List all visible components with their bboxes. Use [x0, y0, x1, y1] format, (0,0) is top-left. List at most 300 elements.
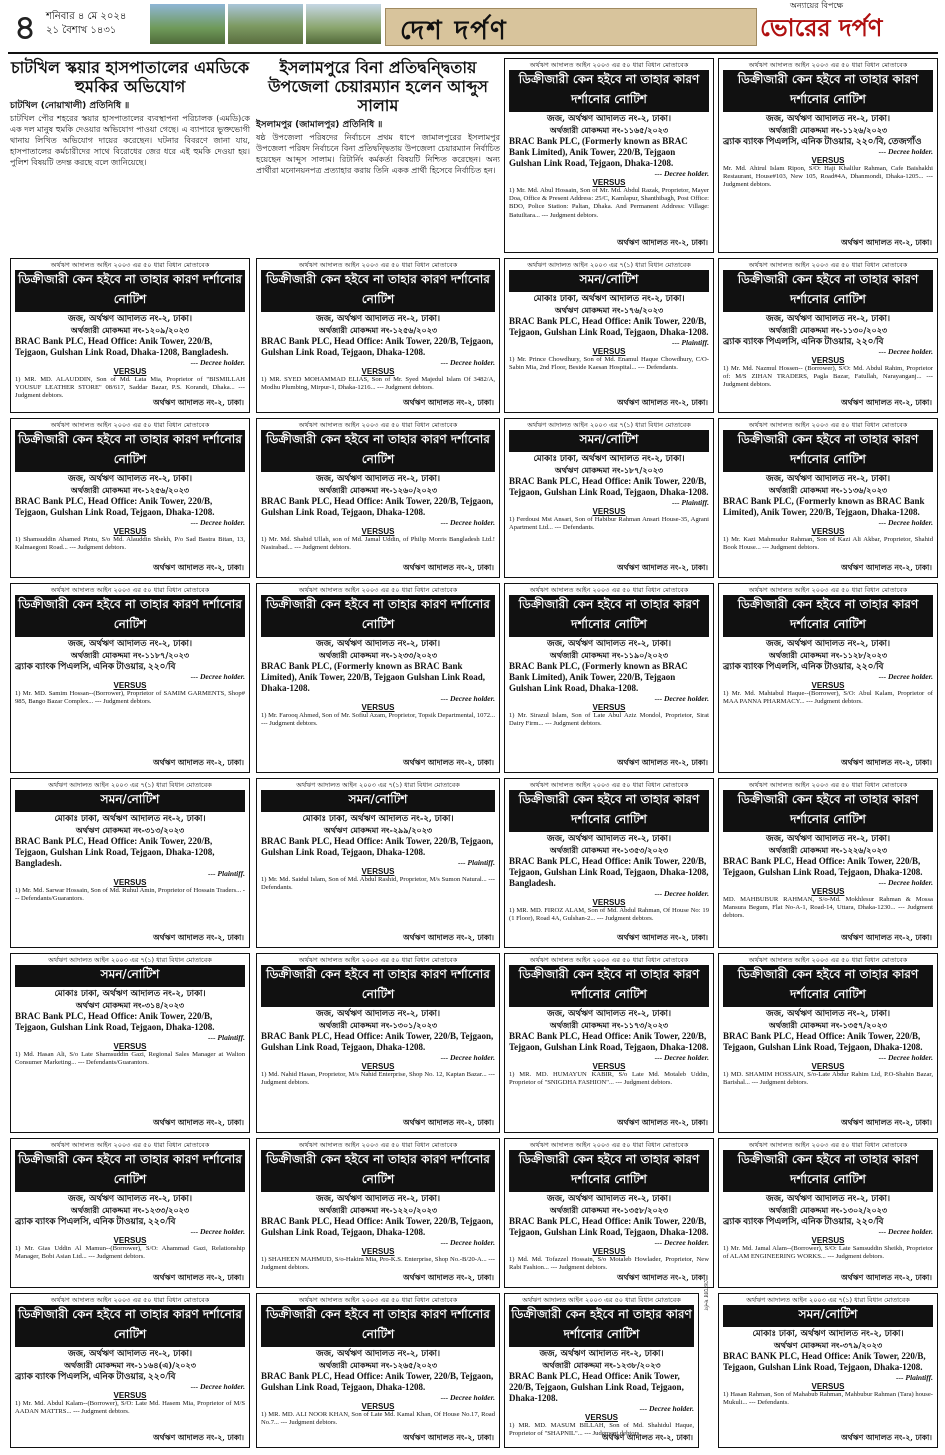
notice-preamble: অর্থঋণ আদালত আইন ২০০৩ এর ৭(১) ধারা বিধান মোতাবেক: [296, 781, 460, 789]
notice-body: 1) Mr. Md. Jamal Alam--(Borrower), S/O: Late Samsuddin Sheikh, Proprietor of ALAM ENGINEERING WORKS... --- Judgment debtors.: [723, 1245, 933, 1261]
notice-preamble: অর্থঋণ আদালত আইন ২০০৩ এর ৫০ ধারা বিধান মোতাবেক: [748, 261, 908, 269]
notice-court: জজ, অর্থঋণ আদালত নং-২, ঢাকা।: [546, 1194, 672, 1204]
notice-plaintiff: ব্র্যাক ব্যাংক পিএলসি, এনিক টাওয়ার, ২২০/বি, তেজগাঁও: [723, 136, 922, 146]
logo-tagline: অন্যায়ের বিপক্ষে: [790, 1, 844, 10]
notice-preamble: অর্থঋণ আদালত আইন ২০০৩ এর ৫০ ধারা বিধান মোতাবেক: [298, 956, 458, 964]
notice-preamble: অর্থঋণ আদালত আইন ২০০৩ এর ৫০ ধারা বিধান মোতাবেক: [50, 1296, 210, 1304]
notice-case-number: অর্থজারী মোকদ্দমা নং-১২২০/২০২৩: [318, 1205, 438, 1215]
notice-signature: অর্থঋণ আদালত নং-২, ঢাকা।: [841, 1118, 932, 1127]
notice-plaintiff: ব্র্যাক ব্যাংক পিএলসি, এনিক টাওয়ার, ২২০/বি: [723, 336, 884, 346]
notice-party-role: --- Decree holder.: [190, 518, 245, 527]
notice-versus: VERSUS: [592, 507, 626, 516]
notice-signature: অর্থঋণ আদালত নং-২, ঢাকা।: [617, 238, 708, 247]
notice-preamble: অর্থঋণ আদালত আইন ২০০৩ এর ৫০ ধারা বিধান মোতাবেক: [529, 61, 689, 69]
notice-party-role: --- Decree holder.: [878, 1053, 933, 1062]
notice-party-role: --- Decree holder.: [440, 358, 495, 367]
court-notice: [10, 583, 250, 773]
notice-versus: VERSUS: [361, 703, 395, 712]
notice-party-role: --- Decree holder.: [654, 694, 709, 703]
court-notice: [10, 953, 250, 1133]
notice-plaintiff: BRAC Bank PLC, Head Office: Anik Tower, 220/B, Tejgaon, Gulshan Link Road, Tejgaon, Dhaka-1208.: [15, 1011, 215, 1032]
notice-body: MD. MAHBUBUR RAHMAN, S/o-Md. Mokhlesur Rahman & Mossa Mansura Begum, Flat No-A-1, Road-14, Uttara, Dhaka-1230... --- Judgment debtors.: [723, 896, 933, 920]
notice-versus: VERSUS: [592, 1062, 626, 1071]
notice-signature: অর্থঋণ আদালত নং-২, ঢাকা।: [403, 758, 494, 767]
notice-preamble: অর্থঋণ আদালত আইন ২০০৩ এর ৫০ ধারা বিধান মোতাবেক: [529, 586, 689, 594]
notice-case-number: অর্থজারী মোকদ্দমা নং-১১৬৫/২০২৩: [549, 125, 669, 135]
notice-heading: ডিক্রীজারী কেন হইবে না তাহার কারণ দর্শানোর নোটিশ: [723, 270, 933, 312]
notice-preamble: অর্থঋণ আদালত আইন ২০০৩ এর ৫০ ধারা বিধান মোতাবেক: [748, 586, 908, 594]
notice-heading: ডিক্রীজারী কেন হইবে না তাহার কারণ দর্শানোর নোটিশ: [15, 595, 245, 637]
notice-preamble: অর্থঋণ আদালত আইন ২০০৩ এর ৫০ ধারা বিধান মোতাবেক: [748, 956, 908, 964]
notice-versus: VERSUS: [592, 178, 626, 187]
notice-heading: ডিক্রীজারী কেন হইবে না তাহার কারণ দর্শানোর নোটিশ: [509, 965, 709, 1007]
notice-party-role: --- Decree holder.: [878, 1227, 933, 1236]
notice-signature: অর্থঋণ আদালত নং-২, ঢাকা।: [153, 563, 244, 572]
notice-court: জজ, অর্থঋণ আদালত নং-২, ঢাকা।: [315, 639, 441, 649]
story-body: চাটখিল পৌর শহরের স্কয়ার হাসপাতালের ব্যবস্থাপনা পরিচালক (এমডি)কে এক দল মানুষ হুমকি দেওয়ার অভিযোগ পাওয়া গেছে। এ ব্যাপারে ভুক্তভোগী থানায় লিখিত অভিযোগ দায়ের করেছেন। ঘটনার বিবরণে জানা যায়, হাসপাতালের কর্মচারীদের সাথে বিরোধের জের ধরে এই হুমকি দেওয়া হয়। পুলিশ বিষয়টি তদন্ত করছে বলে জানিয়েছে।: [10, 114, 250, 167]
notice-body: 1) Mr. Md. Saidul Islam, Son of Md. Abdul Rashid, Proprietor, M/s Sumon Natural... --- Defendants.: [261, 876, 495, 892]
notice-body: 1) Mr. MD. Samim Hossan--(Borrower), Proprietor of SAMIM GARMENTS, Shop# 985, Bango Bazar Complex... --- Judgment debtors.: [15, 690, 245, 706]
notice-court: জজ, অর্থঋণ আদালত নং-২, ঢাকা।: [765, 834, 891, 844]
notice-plaintiff: BRAC BANK PLC, Head Office: Anik Tower, 220/B, Tejgaon, Gulshan Link Road, Tejgaon, Dhaka-1208.: [723, 1351, 926, 1372]
notice-signature: অর্থঋণ আদালত নং-২, ঢাকা।: [841, 758, 932, 767]
notice-body: 1) Mr. Gias Uddin Al Mamun--(Borrower), S/O: Ahammad Gazi, Relationship Manager, Bobi Asian Ltd... --- Judgment debtors.: [15, 1245, 245, 1261]
court-notice: [718, 418, 938, 578]
notice-case-number: অর্থজারী মোকদ্দমা নং-১৩৫৮/২০২৩: [549, 1205, 669, 1215]
notice-party-role: --- Decree holder.: [654, 1238, 709, 1247]
news-story: [256, 58, 500, 176]
notice-plaintiff: BRAC Bank PLC, (Formerly known as BRAC Bank Limited), Anik Tower, 220/B, Tejgaon, Dhaka-1208.: [723, 496, 925, 517]
court-notice: [10, 778, 250, 948]
notice-plaintiff: BRAC Bank PLC, Head Office: Anik Tower, 220/B, Tejgaon, Gulshan Link Road, Tejgaon, Dhaka-1208.: [723, 1031, 923, 1052]
notice-preamble: অর্থঋণ আদালত আইন ২০০৩ এর ৫০ ধারা বিধান মোতাবেক: [50, 586, 210, 594]
notice-preamble: অর্থঋণ আদালত আইন ২০০৩ এর ৫০ ধারা বিধান মোতাবেক: [529, 956, 689, 964]
notice-party-role: --- Plaintiff.: [896, 1373, 933, 1382]
notice-signature: অর্থঋণ আদালত নং-২, ঢাকা।: [153, 1118, 244, 1127]
notice-heading: ডিক্রীজারী কেন হইবে না তাহার কারণ দর্শানোর নোটিশ: [261, 1305, 495, 1347]
notice-versus: VERSUS: [113, 367, 147, 376]
notice-preamble: অর্থঋণ আদালত আইন ২০০৩ এর ৫০ ধারা বিধান মোতাবেক: [748, 781, 908, 789]
notice-versus: VERSUS: [113, 878, 147, 887]
notice-heading: সমন/নোটিশ: [15, 965, 245, 987]
notice-plaintiff: ব্র্যাক ব্যাংক পিএলসি, এনিক টাওয়ার, ২২০/বি: [15, 661, 176, 671]
court-notice: [256, 1293, 500, 1448]
notice-case-number: অর্থজারী মোকদ্দমা নং-১২৬০/২০২৩: [318, 485, 438, 495]
masthead-rule: [8, 52, 938, 54]
notice-court: জজ, অর্থঋণ আদালত নং-২, ঢাকা।: [539, 1349, 664, 1359]
date-line-1: শনিবার ৪ মে ২০২৪: [46, 11, 127, 22]
notice-case-number: অর্থজারী মোকদ্দমা নং-১১৩০/২০২৩: [768, 325, 888, 335]
notice-court: জজ, অর্থঋণ আদালত নং-২, ঢাকা।: [546, 834, 672, 844]
notice-court: জজ, অর্থঋণ আদালত নং-২, ঢাকা।: [315, 1009, 441, 1019]
notice-versus: VERSUS: [113, 681, 147, 690]
notice-plaintiff: ব্র্যাক ব্যাংক পিএলসি, এনিক টাওয়ার, ২২০/বি: [15, 1216, 176, 1226]
court-notice: [10, 1138, 250, 1288]
notice-preamble: অর্থঋণ আদালত আইন ২০০৩ এর ৭(১) ধারা বিধান মোতাবেক: [527, 261, 691, 269]
notice-plaintiff: BRAC Bank PLC, Head Office: Anik Tower, 220/B, Tejgaon, Gulshan Link Road, Tejgaon, Dhaka-1208.: [509, 316, 709, 337]
notice-party-role: --- Decree holder.: [654, 169, 709, 178]
page-number: ৪: [14, 8, 37, 48]
notice-court: জজ, অর্থঋণ আদালত নং-২, ঢাকা।: [765, 474, 891, 484]
notice-case-number: অর্থজারী মোকদ্দমা নং-১২৫৬/২০২৩: [318, 325, 438, 335]
notice-body: 1) Mr. Md. Mahtabul Haque--(Borrower), S/O: Abul Kalam, Proprietor of MAA PANNA PHARMACY... --- Judgment debtors.: [723, 690, 933, 706]
notice-party-role: --- Decree holder.: [440, 694, 495, 703]
notice-signature: অর্থঋণ আদালত নং-২, ঢাকা।: [617, 933, 708, 942]
notice-court: জজ, অর্থঋণ আদালত নং-২, ঢাকা।: [67, 1349, 193, 1359]
court-notice: [718, 1138, 938, 1288]
notice-heading: ডিক্রীজারী কেন হইবে না তাহার কারণ দর্শানোর নোটিশ: [261, 965, 495, 1007]
court-notice: [10, 258, 250, 413]
notice-body: 1) Hasan Rahman, Son of Mahabub Rahman, Mahbubur Rahman (Tara) house-Mukuli... --- Defendants.: [723, 1391, 933, 1407]
notice-signature: অর্থঋণ আদালত নং-২, ঢাকা।: [153, 933, 244, 942]
notice-plaintiff: ব্র্যাক ব্যাংক পিএলসি, এনিক টাওয়ার, ২২০/বি: [723, 1216, 884, 1226]
notice-signature: অর্থঋণ আদালত নং-২, ঢাকা।: [153, 1273, 244, 1282]
notice-body: 1) MR. MD. HUMAYUN KABIR, S/o Late Md. Motaleb Uddin, Proprietor of "SNIGDHA FASHION"... --- Judgment debtors.: [509, 1071, 709, 1087]
notice-preamble: অর্থঋণ আদালত আইন ২০০৩ এর ৭(১) ধারা বিধান মোতাবেক: [48, 781, 212, 789]
notice-signature: অর্থঋণ আদালত নং-২, ঢাকা।: [403, 398, 494, 407]
notice-versus: VERSUS: [592, 703, 626, 712]
notice-plaintiff: BRAC Bank PLC, Head Office: Anik Tower, 220/B, Tejgaon, Gulshan Link Road, Tejgaon, Dhaka-1208.: [261, 1216, 494, 1237]
notice-court: মোকাঃ ঢাকা, অর্থঋণ আদালত নং-২, ঢাকা।: [752, 1329, 904, 1339]
notice-court: জজ, অর্থঋণ আদালত নং-২, ঢাকা।: [315, 1349, 441, 1359]
notice-plaintiff: BRAC Bank PLC, Head Office: Anik Tower, 220/B, Tejgaon, Gulshan Link Road, Tejgaon, Dhaka-1208.: [723, 856, 923, 877]
notice-body: 1) MR. MD. ALAUDDIN, Son of Md. Lata Mia, Proprietor of "BISMILLAH YOUSUF LEATHER STORE" 08/617, Saddar Bazar, P.S. Korandi, Dhaka... --- Judgment debtors.: [15, 376, 245, 400]
notice-preamble: অর্থঋণ আদালত আইন ২০০৩ এর ৫০ ধারা বিধান মোতাবেক: [298, 1296, 458, 1304]
notice-body: 1) Mr. Md. Sarwar Hossain, Son of Md. Ruhul Amin, Proprietor of Hossain Traders... --- Defendants/Guarantors.: [15, 887, 245, 903]
notice-signature: অর্থঋণ আদালত নং-২, ঢাকা।: [617, 758, 708, 767]
notice-court: জজ, অর্থঋণ আদালত নং-২, ঢাকা।: [67, 474, 193, 484]
notice-signature: অর্থঋণ আদালত নং-২, ঢাকা।: [403, 1433, 494, 1442]
notice-plaintiff: BRAC Bank PLC, Head Office: Anik Tower, 220/B, Tejgaon, Gulshan Link Road, Dhaka-1208, Bangladesh.: [15, 336, 229, 357]
notice-heading: ডিক্রীজারী কেন হইবে না তাহার কারণ দর্শানোর নোটিশ: [509, 595, 709, 637]
notice-heading: ডিক্রীজারী কেন হইবে না তাহার কারণ দর্শানোর নোটিশ: [15, 430, 245, 472]
notice-heading: ডিক্রীজারী কেন হইবে না তাহার কারণ দর্শানোর নোটিশ: [723, 965, 933, 1007]
notice-signature: অর্থঋণ আদালত নং-২, ঢাকা।: [841, 398, 932, 407]
notice-party-role: --- Plaintiff.: [208, 869, 245, 878]
notice-plaintiff: BRAC Bank PLC, (Formerly known as BRAC Bank Limited), Anik Tower, 220/B, Tejgaon Gulshan Link Road, Dhaka-1208.: [261, 661, 485, 693]
notice-preamble: অর্থঋণ আদালত আইন ২০০৩ এর ৫০ ধারা বিধান মোতাবেক: [298, 1141, 458, 1149]
notice-signature: অর্থঋণ আদালত নং-২, ঢাকা।: [617, 1118, 708, 1127]
notice-versus: VERSUS: [361, 1062, 395, 1071]
notice-preamble: অর্থঋণ আদালত আইন ২০০৩ এর ৫০ ধারা বিধান মোতাবেক: [298, 586, 458, 594]
notice-party-role: --- Plaintiff.: [672, 338, 709, 347]
section-title: দেশ দর্পণ: [400, 16, 508, 46]
notice-court: জজ, অর্থঋণ আদালত নং-২, ঢাকা।: [765, 1009, 891, 1019]
masthead-photo-3: [306, 4, 381, 44]
notice-party-role: --- Decree holder.: [190, 672, 245, 681]
notice-plaintiff: BRAC Bank PLC, Head Office: Anik Tower, 220/B, Tejgaon, Gulshan Link Road, Tejgaon, Dhaka-1208.: [509, 1031, 709, 1052]
notice-body: 1) Mr. Md. Nazmul Hossen-- (Borrower), S/O: Md. Abdul Rahim, Proprietor of: M/S ZIHAN TRADERS, Pagla Bazar, Fatullah, Narayanganj... --- Judgment debtors.: [723, 365, 933, 389]
notice-court: জজ, অর্থঋণ আদালত নং-২, ঢাকা।: [765, 114, 891, 124]
news-story: [10, 58, 250, 168]
notice-body: 1) Md. Hasan Ali, S/o Late Shamsuddin Gazi, Regional Sales Manager at Walton Consumer Marketing... --- Defendants/Guarantors.: [15, 1051, 245, 1067]
notice-court: মোকাঃ ঢাকা, অর্থঋণ আদালত নং-২, ঢাকা।: [302, 814, 454, 824]
notice-case-number: অর্থঋণ মোকদ্দমা নং-৩৭৯/২০২৩: [773, 1340, 883, 1350]
notice-signature: অর্থঋণ আদালত নং-২, ঢাকা।: [153, 398, 244, 407]
notice-case-number: অর্থজারী মোকদ্দমা নং-১৩৫৭/২০২৩: [768, 1020, 888, 1030]
notice-body: Mr. Md. Ahirul Islam Ripon, S/O: Haji Khalilur Rahman, Cafe Baishakhi Restaurant, House#103, New 105, Road#4A, Dhanmondi, Dhaka-1205... --- Judgment debtors.: [723, 165, 933, 189]
notice-body: 1) Mr. Kazi Mahmudur Rahman, Son of Kazi Ali Akbar, Proprietor, Shahid Book House... --- Judgment debtors.: [723, 536, 933, 552]
notice-versus: VERSUS: [592, 898, 626, 907]
notice-heading: সমন/নোটিশ: [723, 1305, 933, 1327]
notice-body: 1) Mr. Sirazul Islam, Son of Late Abul Aziz Mondol, Proprietor, Sirat Dairy Firm... --- Judgment debtors.: [509, 712, 709, 728]
court-notice: [504, 1138, 714, 1288]
notice-versus: VERSUS: [811, 1062, 845, 1071]
court-notice: [256, 778, 500, 948]
notice-versus: VERSUS: [811, 1236, 845, 1245]
notice-signature: অর্থঋণ আদালত নং-২, ঢাকা।: [841, 1273, 932, 1282]
notice-party-role: --- Decree holder.: [440, 1238, 495, 1247]
court-notice: [256, 258, 500, 413]
notice-case-number: অর্থজারী মোকদ্দমা নং-১২৩৮/২০২৩: [542, 1360, 661, 1370]
notice-party-role: --- Decree holder.: [190, 1382, 245, 1391]
court-notice: [718, 258, 938, 413]
notice-versus: VERSUS: [361, 367, 395, 376]
notice-plaintiff: BRAC Bank PLC, Head Office: Anik Tower, 220/B, Tejgaon, Gulshan Link Road, Tejgaon, Dhaka-1208.: [509, 476, 709, 497]
notice-party-role: --- Plaintiff.: [458, 858, 495, 867]
notice-plaintiff: BRAC Bank PLC, Head Office: Anik Tower, 220/B, Tejgaon, Gulshan Link Road, Tejgaon, Dhaka-1208.: [15, 496, 215, 517]
notice-preamble: অর্থঋণ আদালত আইন ২০০৩ এর ৫০ ধারা বিধান মোতাবেক: [50, 261, 210, 269]
notice-case-number: অর্থজারী মোকদ্দমা নং-১৩৫৩/২০২৩: [549, 845, 669, 855]
notice-court: জজ, অর্থঋণ আদালত নং-২, ঢাকা।: [765, 639, 891, 649]
notice-case-number: অর্থজারী মোকদ্দমা নং-১১৩৬/২০২৩: [768, 485, 888, 495]
notice-case-number: অর্থজারী মোকদ্দমা নং-১২৫৬/২০২৩: [70, 485, 190, 495]
notice-heading: ডিক্রীজারী কেন হইবে না তাহার কারণ দর্শানোর নোটিশ: [261, 270, 495, 312]
notice-plaintiff: BRAC Bank PLC, Head Office: Anik Tower, 220/B, Tejgaon, Gulshan Link Road, Tejgaon, Dhaka-1208.: [509, 1371, 684, 1403]
notice-versus: VERSUS: [361, 1402, 395, 1411]
notice-party-role: --- Decree holder.: [654, 1053, 709, 1062]
notice-versus: VERSUS: [592, 1247, 626, 1256]
notice-heading: সমন/নোটিশ: [509, 270, 709, 292]
notice-body: 1) Mr. Md. Abdul Kalam--(Borrower), S/O: Late Md. Hasem Mia, Proprietor of M/S AADAN MATTRS... --- Judgment debtors.: [15, 1400, 245, 1416]
court-notice: [504, 1293, 699, 1448]
court-notice: [256, 418, 500, 578]
notice-party-role: --- Decree holder.: [878, 147, 933, 156]
court-notice: [10, 418, 250, 578]
notice-plaintiff: BRAC Bank PLC, Head Office: Anik Tower, 220/B, Tejgaon, Gulshan Link Road, Tejgaon, Dhaka-1208.: [261, 1031, 494, 1052]
notice-heading: ডিক্রীজারী কেন হইবে না তাহার কারণ দর্শানোর নোটিশ: [509, 1305, 694, 1347]
court-notice: [256, 1138, 500, 1288]
notice-versus: VERSUS: [592, 347, 626, 356]
notice-heading: ডিক্রীজারী কেন হইবে না তাহার কারণ দর্শানোর নোটিশ: [509, 1150, 709, 1192]
notice-preamble: অর্থঋণ আদালত আইন ২০০৩ এর ৫০ ধারা বিধান মোতাবেক: [748, 61, 908, 69]
notice-plaintiff: BRAC Bank PLC, (Formerly known as BRAC Bank Limited), Anik Tower, 220/B, Tejgaon Gulshan Link Road, Tejgaon, Dhaka-1208.: [509, 136, 688, 168]
notice-signature: অর্থঋণ আদালত নং-২, ঢাকা।: [617, 563, 708, 572]
notice-heading: ডিক্রীজারী কেন হইবে না তাহার কারণ দর্শানোর নোটিশ: [723, 1150, 933, 1192]
notice-case-number: অর্থঋণ মোকদ্দমা নং-১৭৬/২০২৩: [554, 305, 664, 315]
notice-plaintiff: BRAC Bank PLC, Head Office: Anik Tower, 220/B, Tejgaon, Gulshan Link Road, Tejgaon, Dhaka-1208.: [509, 1216, 709, 1237]
notice-signature: অর্থঋণ আদালত নং-২, ঢাকা।: [153, 758, 244, 767]
notice-signature: অর্থঋণ আদালত নং-২, ঢাকা।: [403, 933, 494, 942]
notice-case-number: অর্থজারী মোকদ্দমা নং-১২৩৩/২০২৩: [70, 1205, 190, 1215]
notice-signature: অর্থঋণ আদালত নং-২, ঢাকা।: [403, 563, 494, 572]
notice-plaintiff: BRAC Bank PLC, (Formerly known as BRAC Bank Limited), Anik Tower, 220/B, Tejgaon Gulshan Link Road, Dhaka-1208.: [509, 661, 688, 693]
notice-plaintiff: ব্র্যাক ব্যাংক পিএলসি, এনিক টাওয়ার, ২২০/বি: [723, 661, 884, 671]
court-notice: [256, 953, 500, 1133]
notice-plaintiff: BRAC Bank PLC, Head Office: Anik Tower, 220/B, Tejgaon, Gulshan Link Road, Tejgaon, Dhaka-1208.: [261, 496, 494, 517]
notice-plaintiff: BRAC Bank PLC, Head Office: Anik Tower, 220/B, Tejgaon, Gulshan Link Road, Tejgaon, Dhaka-1208.: [261, 336, 494, 357]
notice-body: 1) MR. MD. MASUM BILLAH, Son of Md. Shahidul Haque, Proprietor of "SHAPNIL"... --- Judgment debtors.: [509, 1422, 694, 1438]
notice-preamble: অর্থঋণ আদালত আইন ২০০৩ এর ৭(১) ধারা বিধান মোতাবেক: [746, 1296, 910, 1304]
notice-party-role: --- Plaintiff.: [208, 1033, 245, 1042]
notice-party-role: --- Decree holder.: [878, 672, 933, 681]
notice-court: জজ, অর্থঋণ আদালত নং-২, ঢাকা।: [765, 1194, 891, 1204]
notice-preamble: অর্থঋণ আদালত আইন ২০০৩ এর ৫০ ধারা বিধান মোতাবেক: [298, 421, 458, 429]
notice-body: 1) Md. Md. Tofazzel Hossain, S/o Motaleb Howlader, Proprietor, New Rabi Fashion... --- Judgment debtors.: [509, 1256, 709, 1272]
court-notice: [718, 778, 938, 948]
notice-party-role: --- Decree holder.: [654, 889, 709, 898]
notice-versus: VERSUS: [113, 527, 147, 536]
story-headline: ইসলামপুরে বিনা প্রতিদ্বন্দ্বিতায় উপজেলা চেয়ারম্যান হলেন আব্দুস সালাম: [268, 58, 488, 115]
court-notice: [504, 778, 714, 948]
notice-case-number: অর্থজারী মোকদ্দমা নং-১১৭৩/২০২৩: [549, 1020, 669, 1030]
notice-plaintiff: ব্র্যাক ব্যাংক পিএলসি, এনিক টাওয়ার, ২২০/বি: [15, 1371, 176, 1381]
story-headline: চাটখিল স্কয়ার হাসপাতালের এমডিকে হুমকির অভিযোগ: [10, 58, 250, 96]
notice-signature: অর্থঋণ আদালত নং-২, ঢাকা।: [841, 563, 932, 572]
notice-heading: সমন/নোটিশ: [261, 790, 495, 812]
notice-court: জজ, অর্থঋণ আদালত নং-২, ঢাকা।: [67, 314, 193, 324]
notice-case-number: অর্থঋণ মোকদ্দমা নং-৩১৩/২০২৩: [75, 825, 185, 835]
notice-party-role: --- Decree holder.: [190, 1227, 245, 1236]
notice-preamble: অর্থঋণ আদালত আইন ২০০৩ এর ৫০ ধারা বিধান মোতাবেক: [529, 1141, 689, 1149]
court-notice: [504, 58, 714, 253]
notice-versus: VERSUS: [361, 527, 395, 536]
notice-case-number: অর্থঋণ মোকদ্দমা নং-১৮৭/২০২৩: [554, 465, 664, 475]
notice-party-role: --- Decree holder.: [440, 1393, 495, 1402]
notice-body: 1) Mr. Md. Abul Hossain, Son of Mr. Md. Abdul Razak, Proprietor, Mayer Doa, Office & Present Address: 25/C, Kamlapur, Shanthibagh, Post Office: BDO, Police Station: Paltan, Dhaka. And Permanent Address: Village: Batuiltara... --- Judgment debtors.: [509, 187, 709, 219]
notice-body: 1) Ferdousi Mst Ansari, Son of Habibur Rahman Ansari House-35, Agrani Apartment Ltd... --- Defendants.: [509, 516, 709, 532]
newspaper-logo: ভোরের দর্পণ: [760, 13, 883, 42]
notice-plaintiff: BRAC Bank PLC, Head Office: Anik Tower, 220/B, Tejgaon, Gulshan Link Road, Tejgaon, Dhaka-1208.: [261, 836, 494, 857]
notice-body: 1) SHAHEEN MAHMUD, S/o-Hakim Mia, Pro-K.S. Enterprise, Shop No.-B/20-A... --- Judgment debtors.: [261, 1256, 495, 1272]
notice-heading: ডিক্রীজারী কেন হইবে না তাহার কারণ দর্শানোর নোটিশ: [15, 1305, 245, 1347]
story-body: ষষ্ঠ উপজেলা পরিষদের নির্বাচনে প্রথম ধাপে জামালপুরের ইসলামপুর উপজেলা পরিষদ নির্বাচনে বিনা প্রতিদ্বন্দ্বিতায় উপজেলা চেয়ারম্যান নির্বাচিত হয়েছেন আব্দুস সালাম। রিটার্নিং কর্মকর্তা বিষয়টি নিশ্চিত করেছেন। অন্য প্রার্থীরা মনোনয়নপত্র প্রত্যাহার করায় তিনি একক প্রার্থী হিসেবে নির্বাচিত হন।: [256, 133, 500, 175]
court-notice: [10, 1293, 250, 1448]
notice-case-number: অর্থঋণ মোকদ্দমা নং-২৯৯/২০২৩: [323, 825, 433, 835]
notice-court: জজ, অর্থঋণ আদালত নং-২, ঢাকা।: [546, 1009, 672, 1019]
notice-court: জজ, অর্থঋণ আদালত নং-২, ঢাকা।: [546, 639, 672, 649]
notice-body: 1) MR. MD. FIROZ ALAM, Son of Md. Abdul Rahman, Of House No: 19 (1 Floor), Road 4A, Gulshan-2... --- Judgment debtors.: [509, 907, 709, 923]
notice-case-number: অর্থজারী মোকদ্দমা নং-১১৬৪(এ)/২০২৩: [64, 1360, 196, 1370]
notice-court: জজ, অর্থঋণ আদালত নং-২, ঢাকা।: [546, 114, 672, 124]
notice-versus: VERSUS: [811, 681, 845, 690]
notice-court: জজ, অর্থঋণ আদালত নং-২, ঢাকা।: [765, 314, 891, 324]
notice-heading: ডিক্রীজারী কেন হইবে না তাহার কারণ দর্শানোর নোটিশ: [261, 595, 495, 637]
notice-body: 1) Mr. Farooq Ahmed, Son of Mr. Sofiul Azam, Proprietor, Topsik Departmental, 1072... --- Judgment debtors.: [261, 712, 495, 728]
notice-preamble: অর্থঋণ আদালত আইন ২০০৩ এর ৫০ ধারা বিধান মোতাবেক: [522, 1296, 681, 1304]
notice-plaintiff: BRAC Bank PLC, Head Office: Anik Tower, 220/B, Tejgaon, Gulshan Link Road, Tejgaon, Dhaka-1208, Bangladesh.: [15, 836, 215, 868]
court-notice: [718, 583, 938, 773]
notice-party-role: --- Decree holder.: [878, 347, 933, 356]
notice-party-role: --- Decree holder.: [639, 1404, 694, 1413]
story-byline: ইসলামপুর (জামালপুর) প্রতিনিধি ॥: [256, 120, 383, 130]
notice-versus: VERSUS: [811, 356, 845, 365]
notice-preamble: অর্থঋণ আদালত আইন ২০০৩ এর ৫০ ধারা বিধান মোতাবেক: [529, 781, 689, 789]
notice-signature: অর্থঋণ আদালত নং-২, ঢাকা।: [841, 1433, 932, 1442]
notice-heading: ডিক্রীজারী কেন হইবে না তাহার কারণ দর্শানোর নোটিশ: [723, 430, 933, 472]
notice-case-number: অর্থজারী মোকদ্দমা নং-১১২৮/২০২৩: [768, 650, 888, 660]
notice-party-role: --- Decree holder.: [878, 518, 933, 527]
notice-party-role: --- Decree holder.: [440, 1053, 495, 1062]
notice-court: জজ, অর্থঋণ আদালত নং-২, ঢাকা।: [315, 474, 441, 484]
notice-court: মোকাঃ ঢাকা, অর্থঋণ আদালত নং-২, ঢাকা।: [533, 294, 685, 304]
notice-case-number: অর্থজারী মোকদ্দমা নং-১২৬৫/২০২৩: [318, 1360, 438, 1370]
notice-case-number: অর্থজারী মোকদ্দমা নং-১১৯০/২০২৩: [549, 650, 669, 660]
notice-signature: অর্থঋণ আদালত নং-২, ঢাকা।: [153, 1433, 244, 1442]
notice-court: জজ, অর্থঋণ আদালত নং-২, ঢাকা।: [67, 1194, 193, 1204]
notice-body: 1) Mr. Md. Shahid Ullah, son of Md. Jamal Uddin, of Philip Morris Bangladesh Ltd.! Nasirabad... --- Judgment debtors.: [261, 536, 495, 552]
story-byline: চাটখিল (নোয়াখালী) প্রতিনিধি ॥: [10, 101, 130, 111]
notice-court: জজ, অর্থঋণ আদালত নং-২, ঢাকা।: [315, 314, 441, 324]
notice-court: মোকাঃ ঢাকা, অর্থঋণ আদালত নং-২, ঢাকা।: [54, 989, 206, 999]
notice-preamble: অর্থঋণ আদালত আইন ২০০৩ এর ৫০ ধারা বিধান মোতাবেক: [50, 1141, 210, 1149]
court-notice: [718, 953, 938, 1133]
court-notice: [504, 258, 714, 413]
notice-versus: VERSUS: [585, 1413, 618, 1422]
notice-court: মোকাঃ ঢাকা, অর্থঋণ আদালত নং-২, ঢাকা।: [533, 454, 685, 464]
notice-body: 1) Md. Nahid Hasan, Proprietor, M/s Nahid Enterprise, Shop No. 12, Kaptan Bazar... --- Judgment debtors.: [261, 1071, 495, 1087]
notice-versus: VERSUS: [811, 887, 845, 896]
notice-signature: অর্থঋণ আদালত নং-২, ঢাকা।: [617, 1273, 708, 1282]
notice-heading: ডিক্রীজারী কেন হইবে না তাহার কারণ দর্শানোর নোটিশ: [15, 1150, 245, 1192]
notice-versus: VERSUS: [811, 156, 845, 165]
notice-party-role: --- Decree holder.: [878, 878, 933, 887]
notice-case-number: অর্থঋণ মোকদ্দমা নং-৩১৪/২০২৩: [75, 1000, 185, 1010]
notice-heading: ডিক্রীজারী কেন হইবে না তাহার কারণ দর্শানোর নোটিশ: [15, 270, 245, 312]
notice-heading: ডিক্রীজারী কেন হইবে না তাহার কারণ দর্শানোর নোটিশ: [723, 595, 933, 637]
notice-body: 1) Shamsuddin Ahamed Pintu, S/o Md. Alauddin Shekh, P/o Sad Bastra Bitan, 13, Kalmaegoni Road... --- Judgment debtors.: [15, 536, 245, 552]
notice-heading: ডিক্রীজারী কেন হইবে না তাহার কারণ দর্শানোর নোটিশ: [723, 70, 933, 112]
notice-case-number: অর্থজারী মোকদ্দমা নং-১২০৯/২০২৩: [70, 325, 190, 335]
notice-preamble: অর্থঋণ আদালত আইন ২০০৩ এর ৫০ ধারা বিধান মোতাবেক: [298, 261, 458, 269]
notice-case-number: অর্থজারী মোকদ্দমা নং-১৩০২/২০২৩: [768, 1205, 888, 1215]
notice-party-role: --- Decree holder.: [190, 358, 245, 367]
notice-case-number: অর্থজারী মোকদ্দমা নং-১২২৬/২০২৩: [768, 845, 888, 855]
notice-case-number: অর্থজারী মোকদ্দমা নং-১১২৬/২০২৩: [768, 125, 888, 135]
notice-party-role: --- Plaintiff.: [672, 498, 709, 507]
notice-case-number: অর্থজারী মোকদ্দমা নং-১৩০১/২০২৩: [318, 1020, 438, 1030]
notice-body: 1) MR. MD. ALI NOOR KHAN, Son of Late Md. Kamal Khan, Of House No.17, Road No.7... --- Judgment debtors.: [261, 1411, 495, 1427]
notice-heading: সমন/নোটিশ: [15, 790, 245, 812]
notice-body: 1) MD. SHAMIM HOSSAIN, S/o-Late Abdur Rahim Ltd, P.O-Shahin Bazar, Barishal... --- Judgment debtors.: [723, 1071, 933, 1087]
masthead-photo-2: [228, 4, 303, 44]
masthead: [0, 0, 945, 52]
notice-body: 1) MR. SYED MOHAMMAD ELIAS, Son of Mr. Syed Majedul Islam Of 3482/A, Modhu Plumbing, Mirpur-1, Dhaka-1216... --- Judgment debtors.: [261, 376, 495, 392]
masthead-photo-1: [150, 4, 225, 44]
court-notice: [256, 583, 500, 773]
notice-signature: অর্থঋণ আদালত নং-২, ঢাকা।: [841, 933, 932, 942]
notice-court: জজ, অর্থঋণ আদালত নং-২, ঢাকা।: [67, 639, 193, 649]
notice-heading: ডিক্রীজারী কেন হইবে না তাহার কারণ দর্শানোর নোটিশ: [509, 790, 709, 832]
notice-heading: ডিক্রীজারী কেন হইবে না তাহার কারণ দর্শানোর নোটিশ: [261, 430, 495, 472]
notice-versus: VERSUS: [113, 1042, 147, 1051]
notice-preamble: অর্থঋণ আদালত আইন ২০০৩ এর ৭(১) ধারা বিধান মোতাবেক: [527, 421, 691, 429]
notice-signature: অর্থঋণ আদালত নং-২, ঢাকা।: [403, 1118, 494, 1127]
notice-plaintiff: BRAC Bank PLC, Head Office: Anik Tower, 220/B, Tejgaon, Gulshan Link Road, Tejgaon, Dhaka-1208, Bangladesh.: [509, 856, 709, 888]
court-notice: [718, 58, 938, 253]
notice-versus: VERSUS: [361, 1247, 395, 1256]
notice-versus: VERSUS: [113, 1391, 147, 1400]
notice-preamble: অর্থঋণ আদালত আইন ২০০৩ এর ৫০ ধারা বিধান মোতাবেক: [50, 421, 210, 429]
side-credit: ভোরের দর্পণ: [702, 1280, 709, 1311]
notice-case-number: অর্থজারী মোকদ্দমা নং-১১৮৭/২০২৩: [70, 650, 190, 660]
notice-case-number: অর্থজারী মোকদ্দমা নং-১২৩৩/২০২৩: [318, 650, 438, 660]
court-notice: [504, 418, 714, 578]
notice-court: জজ, অর্থঋণ আদালত নং-২, ঢাকা।: [315, 1194, 441, 1204]
notice-signature: অর্থঋণ আদালত নং-২, ঢাকা।: [841, 238, 932, 247]
publication-date: [46, 10, 126, 38]
notice-party-role: --- Decree holder.: [440, 518, 495, 527]
